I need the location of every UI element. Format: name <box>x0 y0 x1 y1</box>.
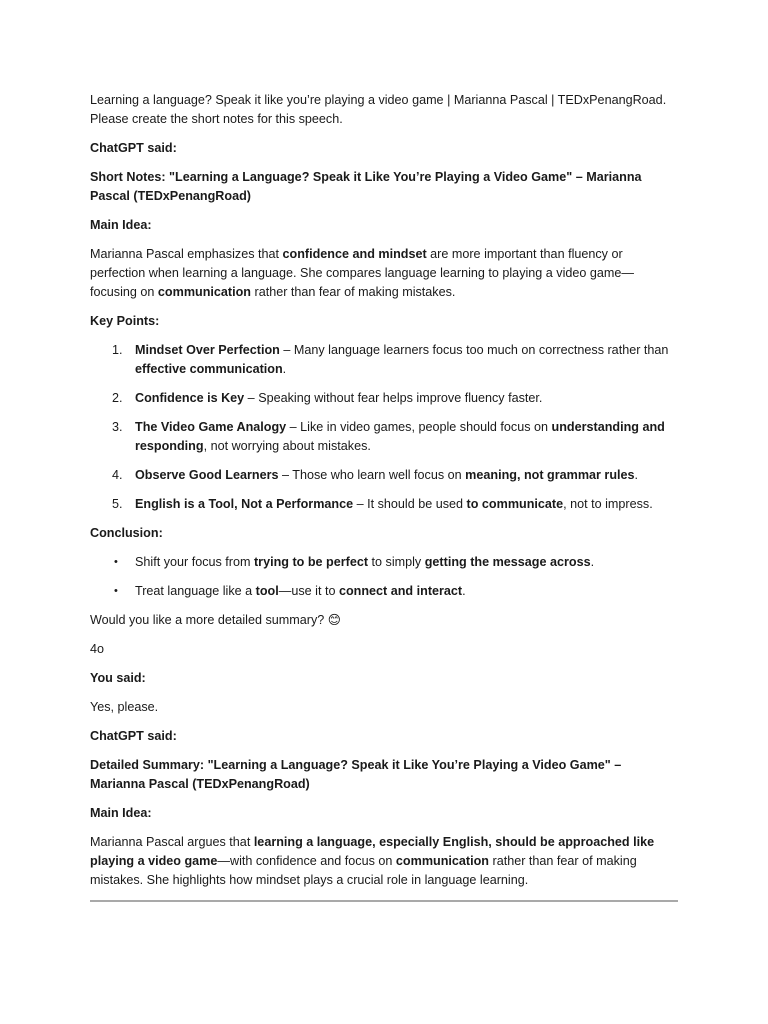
key-points-heading: Key Points: <box>90 314 160 328</box>
text-run: – Those who learn well focus on <box>278 468 466 482</box>
followup-question: Would you like a more detailed summary? 😊 <box>90 613 341 627</box>
text-run: , not worrying about mistakes. <box>203 439 371 453</box>
list-item <box>90 495 680 514</box>
bold-run: communication <box>157 285 251 299</box>
point-title: Confidence is Key <box>135 391 245 405</box>
bold-run: confidence and mindset <box>282 247 427 261</box>
text-run: rather than fear of making mistakes. <box>251 285 456 299</box>
text-run: – Like in video games, people should focus on <box>286 420 552 434</box>
conclusion-list <box>90 553 680 601</box>
text-run: – It should be used <box>353 497 467 511</box>
text-run: Marianna Pascal emphasizes that <box>90 247 283 261</box>
bold-run: communication <box>395 854 489 868</box>
text-run: —use it to <box>278 584 339 598</box>
horizontal-divider <box>90 900 678 902</box>
conclusion-heading: Conclusion: <box>90 526 163 540</box>
text-run: . <box>282 362 287 376</box>
list-item <box>90 389 680 408</box>
main-idea-heading: Main Idea: <box>90 218 152 232</box>
user-reply: Yes, please. <box>90 700 159 714</box>
text-run: – Many language learners focus too much on correctness rather than <box>279 343 669 357</box>
bold-run: to communicate <box>466 497 564 511</box>
list-item <box>90 418 680 456</box>
chatgpt-label: ChatGPT said: <box>90 141 177 155</box>
list-item <box>90 341 680 379</box>
list-number: 1. <box>112 343 123 357</box>
text-run: – Speaking without fear helps improve fluency faster. <box>244 391 543 405</box>
list-number: 2. <box>112 391 123 405</box>
bold-run: getting the message across <box>424 555 591 569</box>
bold-run: understanding and responding <box>135 420 665 453</box>
bold-run: learning a language, especially English, should be approached like playing a video game <box>90 835 655 868</box>
short-notes-title: Short Notes: "Learning a Language? Speak it Like You’re Playing a Video Game" – Marianna Pascal (TEDxPenangRoad) <box>90 170 642 203</box>
you-said-label: You said: <box>90 671 146 685</box>
bullet-icon: • <box>114 556 118 568</box>
text-run: rather than fear of making mistakes. She highlights how mindset plays a crucial role in language learning. <box>90 854 637 887</box>
bold-run: meaning, not grammar rules <box>465 468 635 482</box>
model-tag: 4o <box>90 642 105 656</box>
bold-run: connect and interact <box>338 584 463 598</box>
text-run: . <box>590 555 595 569</box>
bold-run: trying to be perfect <box>253 555 369 569</box>
point-title: English is a Tool, Not a Performance <box>135 497 354 511</box>
list-number: 5. <box>112 497 123 511</box>
chatgpt-label: ChatGPT said: <box>90 729 177 743</box>
point-title: The Video Game Analogy <box>135 420 287 434</box>
text-run: . <box>634 468 639 482</box>
detailed-summary-title: Detailed Summary: "Learning a Language? Speak it Like You’re Playing a Video Game" – Marianna Pascal (TEDxPenangRoad) <box>90 758 622 791</box>
user-prompt: Learning a language? Speak it like you’re playing a video game | Marianna Pascal | TEDxPenangRoad. Please create the short notes for this speech. <box>90 93 667 126</box>
text-run: , not to impress. <box>563 497 653 511</box>
list-number: 4. <box>112 468 123 482</box>
text-run: Marianna Pascal argues that <box>90 835 254 849</box>
bold-run: effective communication <box>135 362 283 376</box>
bullet-icon: • <box>114 585 118 597</box>
list-number: 3. <box>112 420 123 434</box>
key-points-list <box>90 341 680 514</box>
list-item <box>90 553 680 572</box>
main-idea-paragraph <box>90 245 680 302</box>
text-run: Shift your focus from <box>135 555 254 569</box>
bold-run: tool <box>255 584 279 598</box>
text-run: —with confidence and focus on <box>217 854 396 868</box>
text-run: to simply <box>368 555 425 569</box>
document-page <box>90 91 680 902</box>
list-item <box>90 582 680 601</box>
point-title: Mindset Over Perfection <box>135 343 280 357</box>
main-idea-paragraph <box>90 833 680 890</box>
point-title: Observe Good Learners <box>135 468 279 482</box>
list-item <box>90 466 680 485</box>
text-run: . <box>462 584 466 598</box>
text-run: are more important than fluency or perfection when learning a language. She compares language learning to playing a video game—focusing on <box>90 247 634 299</box>
main-idea-heading: Main Idea: <box>90 806 152 820</box>
text-run: Treat language like a <box>135 584 256 598</box>
